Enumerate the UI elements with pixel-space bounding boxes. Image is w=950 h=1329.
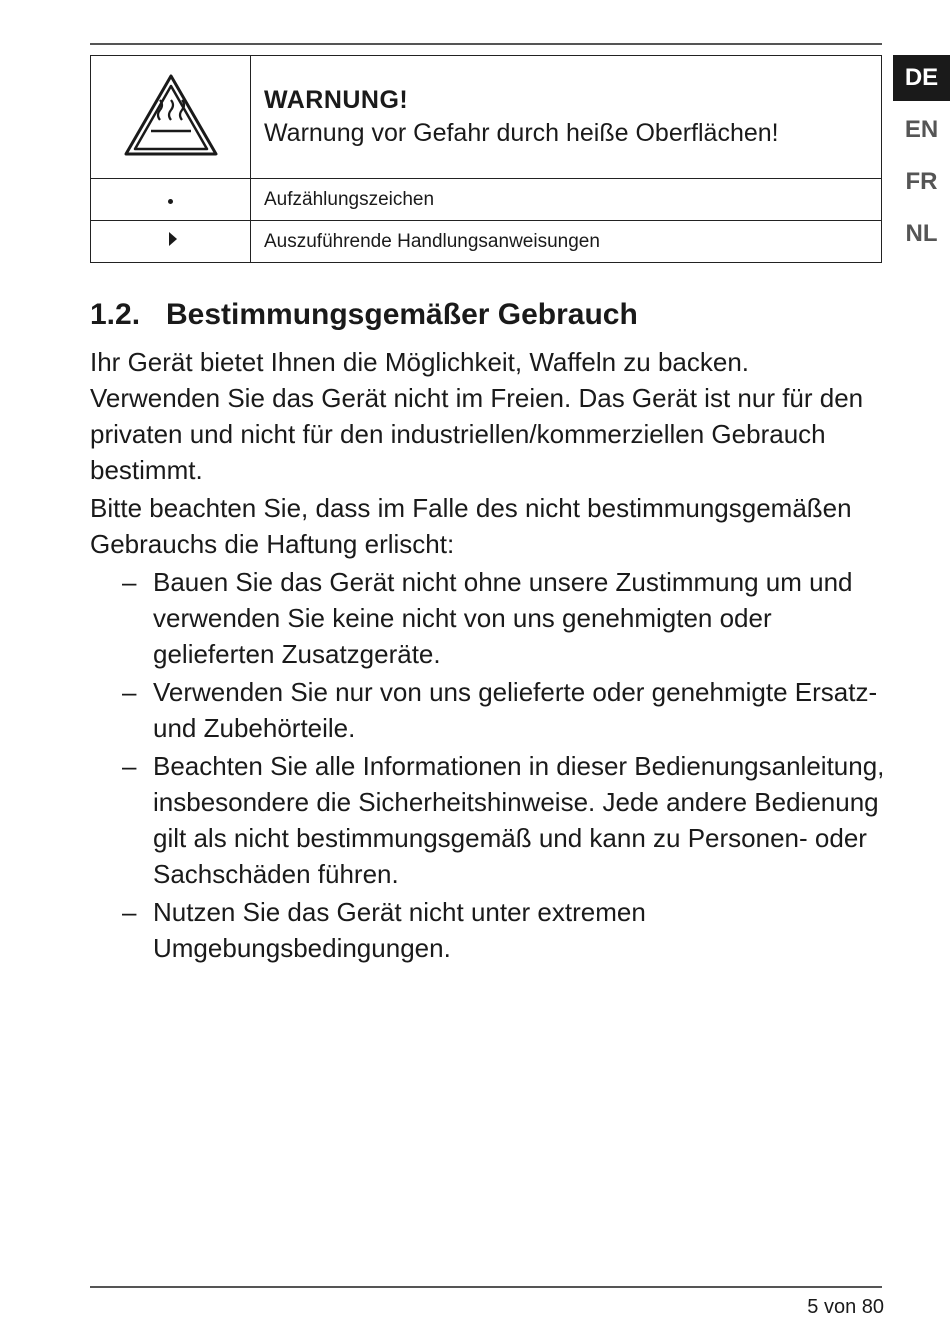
warning-icon-cell bbox=[91, 56, 251, 179]
triangle-arrow-icon bbox=[169, 232, 177, 246]
dash-list bbox=[90, 564, 885, 966]
list-item-text: Nutzen Sie das Gerät nicht unter extremen Umgebungsbedingungen. bbox=[153, 897, 646, 963]
language-tabs bbox=[893, 55, 950, 263]
section-body bbox=[90, 344, 885, 968]
section-heading bbox=[90, 298, 638, 332]
bullet-row bbox=[91, 179, 882, 221]
page-number: 5 von 80 bbox=[807, 1296, 884, 1318]
action-symbol-cell bbox=[91, 221, 251, 263]
bullet-symbol-cell bbox=[91, 179, 251, 221]
dash-marker: – bbox=[122, 567, 137, 597]
list-item bbox=[90, 564, 885, 672]
dash-marker: – bbox=[122, 677, 137, 707]
section-number: 1.2. bbox=[90, 298, 141, 331]
warning-text: Warnung vor Gefahr durch heiße Oberflächen! bbox=[264, 119, 779, 147]
dash-marker: – bbox=[122, 751, 137, 781]
lang-tab-fr[interactable]: FR bbox=[905, 168, 938, 195]
section-title: Bestimmungsgemäßer Gebrauch bbox=[166, 298, 638, 331]
action-row bbox=[91, 221, 882, 263]
list-item bbox=[90, 894, 885, 966]
symbol-legend-table bbox=[90, 55, 882, 263]
lang-tab-en[interactable]: EN bbox=[904, 116, 939, 143]
dash-marker: – bbox=[122, 897, 137, 927]
list-item bbox=[90, 674, 885, 746]
list-item-text: Bauen Sie das Gerät nicht ohne unsere Zustimmung um und verwenden Sie keine nicht von uns genehmigten oder gelieferten Zusatzgeräte. bbox=[153, 567, 853, 669]
hot-surface-warning-icon bbox=[122, 72, 220, 158]
warning-title: WARNUNG! bbox=[264, 86, 409, 114]
lang-tab-de[interactable]: DE bbox=[893, 55, 950, 101]
list-item-text: Beachten Sie alle Informationen in dieser Bedienungsanleitung, insbesondere die Sicherheitshinweise. Jede andere Bedienung gilt als nicht bestimmungsgemäß und kann zu Personen- oder Sachschäden führen. bbox=[153, 751, 885, 889]
lang-tab-nl[interactable]: NL bbox=[905, 220, 938, 247]
list-item bbox=[90, 748, 885, 892]
bullet-label: Aufzählungszeichen bbox=[251, 179, 882, 221]
bullet-dot-icon bbox=[168, 199, 173, 204]
bottom-rule bbox=[90, 1286, 882, 1288]
list-item-text: Verwenden Sie nur von uns gelieferte oder genehmigte Ersatz- und Zubehörteile. bbox=[153, 677, 878, 743]
paragraph: Ihr Gerät bietet Ihnen die Möglichkeit, Waffeln zu backen. Verwenden Sie das Gerät nicht im Freien. Das Gerät ist nur für den privaten und nicht für den industriellen/kommerziellen Gebrauch bestimmt. bbox=[90, 347, 864, 485]
warning-text-cell bbox=[251, 56, 882, 179]
top-rule bbox=[90, 43, 882, 45]
paragraph: Bitte beachten Sie, dass im Falle des nicht bestimmungsgemäßen Gebrauchs die Haftung erlischt: bbox=[90, 493, 852, 559]
action-label: Auszuführende Handlungsanweisungen bbox=[251, 221, 882, 263]
warning-row bbox=[91, 56, 882, 179]
